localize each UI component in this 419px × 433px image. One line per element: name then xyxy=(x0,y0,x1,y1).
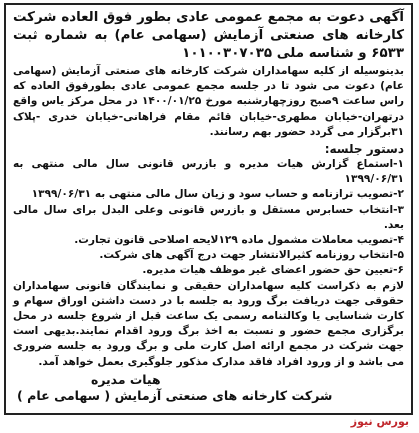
agenda-item: ۲-تصویب ترازنامه و حساب سود و زیان سال مالی منتهی به ۱۳۹۹/۰۶/۳۱ xyxy=(31,188,404,201)
notice-body xyxy=(6,5,411,406)
agenda-item: ۱-استماع گزارش هیات مدیره و بازرس قانونی سال مالی منتهی به ۱۳۹۹/۰۶/۳۱ xyxy=(13,158,404,186)
notice-frame xyxy=(4,3,413,415)
signature-board: هیات مدیره xyxy=(91,371,161,387)
agenda-item: ۵-انتخاب روزنامه کثیرالانتشار جهت درج آگهی های شرکت. xyxy=(99,249,404,262)
agenda-item: ۴-تصویب معاملات مشمول ماده ۱۲۹لایحه اصلاحی قانون تجارت. xyxy=(74,234,404,247)
agenda-item: ۶-تعیین حق حضور اعضای غیر موظف هیات مدیره. xyxy=(142,264,404,277)
notice-intro: بدینوسیله از کلیه سهامداران شرکت کارخانه های صنعتی آزمایش (سهامی عام) دعوت می شود تا در جلسه مجمع عمومی عادی بطورفوق العاده که راس ساعت ۹صبح روزچهارشنبه مورخ ۱۴۰۰/۰۱/۲۵ در محل مرکز یاس واقع درتهران-خیابان مطهری-خیابان قائم مقام فراهانی-خیابان خدری -پلاک ۳۱برگزار می گردد حضور بهم رسانند. xyxy=(13,65,404,138)
source-label: بورس نیوز xyxy=(350,415,409,428)
agenda-item: ۳-انتخاب حسابرس مستقل و بازرس قانونی وعلی البدل برای سال مالی بعد. xyxy=(13,203,404,231)
notice-title: آگهی دعوت به مجمع عمومی عادی بطور فوق العاده شرکت کارخانه های صنعتی آزمایش (سهامی عام) به شماره ثبت ۶۵۳۳ و شناسه ملی ۱۰۱۰۰۳۰۷۰۳۵ xyxy=(13,10,404,61)
notice-notes: لازم به ذکراست کلیه سهامداران حقیقی و نمایندگان قانونی سهامداران حقوقی جهت دریافت برگ ورود به جلسه با در دست داشتن اوراق سهام و کارت شناسایی یا وکالتنامه رسمی یک ساعت قبل از شروع جلسه در محل برگزاری مجمع حضور و نسبت به اخذ برگ ورود اقدام نمایند.بدیهی است جهت شرکت در مجمع ارائه اصل کارت ملی و برگ ورود به جلسه ضروری می باشد و از ورود افراد فاقد مدارک مذکور جلوگیری بعمل خواهد آمد. xyxy=(13,279,404,368)
agenda-list xyxy=(13,157,404,279)
agenda-title: دستور جلسه: xyxy=(324,142,404,157)
signature-company: شرکت کارخانه های صنعتی آزمایش ( سهامی عام ) xyxy=(17,387,333,403)
signature-block xyxy=(13,372,404,406)
